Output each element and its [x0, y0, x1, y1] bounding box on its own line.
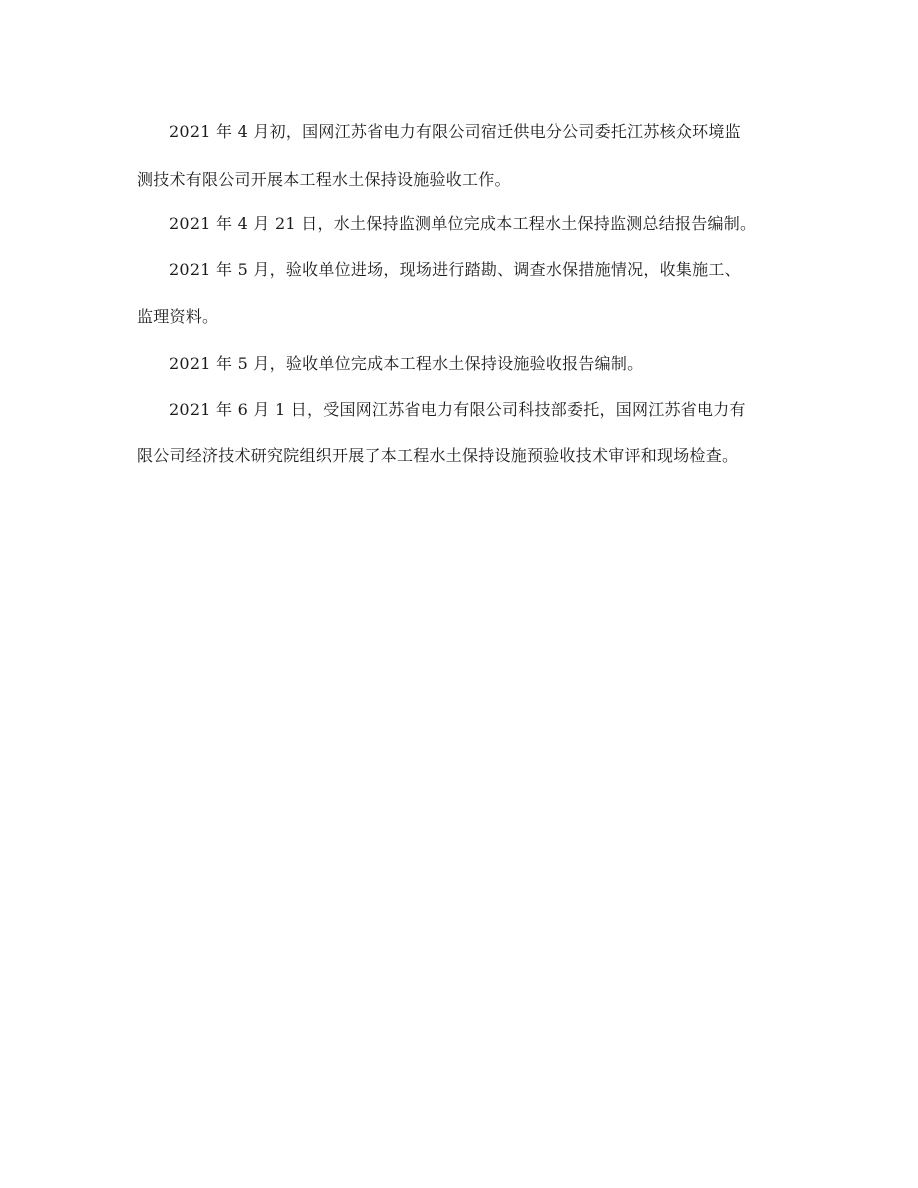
paragraph-5-line-1: 2021 年 6 月 1 日，受国网江苏省电力有限公司科技部委托，国网江苏省电力有 — [169, 400, 746, 419]
paragraph-2-line-1: 2021 年 4 月 21 日，水土保持监测单位完成本工程水土保持监测总结报告编制。 — [169, 214, 757, 233]
paragraph-3-line-2: 监理资料。 — [137, 307, 219, 326]
paragraph-1-line-2: 测技术有限公司开展本工程水土保持设施验收工作。 — [137, 170, 511, 189]
paragraph-3-line-1: 2021 年 5 月，验收单位进场，现场进行踏勘、调查水保措施情况，收集施工、 — [169, 260, 741, 279]
paragraph-5-line-2: 限公司经济技术研究院组织开展了本工程水土保持设施预验收技术审评和现场检查。 — [137, 446, 739, 465]
paragraph-1-line-1: 2021 年 4 月初，国网江苏省电力有限公司宿迁供电分公司委托江苏核众环境监 — [169, 122, 741, 141]
paragraph-4-line-1: 2021 年 5 月，验收单位完成本工程水土保持设施验收报告编制。 — [169, 354, 644, 373]
